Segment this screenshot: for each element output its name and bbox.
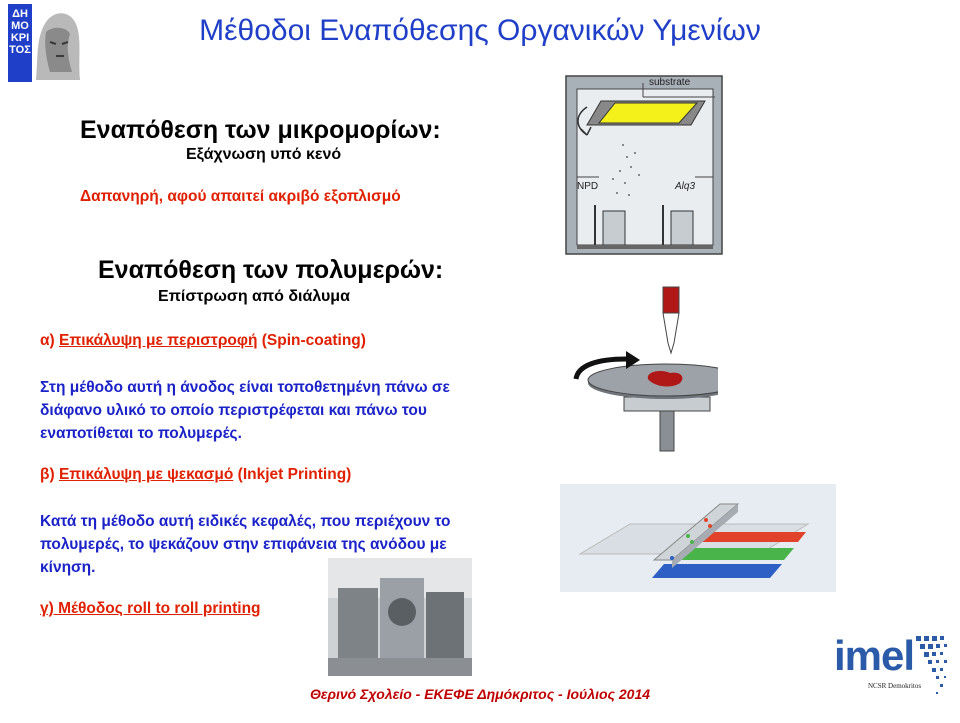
inkjet-prefix: β) <box>40 466 59 483</box>
spin-line: διάφανο υλικό το οποίο περιστρέφεται και πάνω του <box>40 402 427 419</box>
imel-text: imel <box>834 632 915 679</box>
roll-heading: γ) Μέθοδος roll to roll printing <box>40 600 261 617</box>
spin-line: Στη μέθοδο αυτή η άνοδος είναι τοποθετημένη πάνω σε <box>40 379 450 396</box>
imel-tagline: NCSR Demokritos <box>868 682 922 690</box>
spin-prefix: α) <box>40 332 59 349</box>
spin-coating-illustration <box>568 285 718 453</box>
small-molecules-method: Εξάχνωση υπό κενό <box>186 146 342 163</box>
inkjet-heading <box>40 466 351 484</box>
imel-logo <box>832 632 958 718</box>
inkjet-suffix: (Inkjet Printing) <box>233 466 352 483</box>
spin-line: εναποτίθεται το πολυμερές. <box>40 425 242 442</box>
spin-suffix: (Spin-coating) <box>257 332 366 349</box>
roll-to-roll-photo <box>328 558 472 676</box>
inkjet-line: Κατά τη μέθοδο αυτή ειδικές κεφαλές, που περιέχουν το <box>40 513 451 530</box>
evaporation-diagram <box>565 75 723 255</box>
substrate-label: substrate <box>649 77 691 88</box>
inkjet-line: κίνηση. <box>40 559 96 576</box>
page-title: Μέθοδοι Εναπόθεσης Οργανικών Υμενίων <box>199 14 761 47</box>
spin-term: Επικάλυψη με περιστροφή <box>59 332 258 349</box>
footer-text: Θερινό Σχολείο - ΕΚΕΦΕ Δημόκριτος - Ιούλιος 2014 <box>309 686 651 702</box>
inkjet-illustration <box>560 484 836 592</box>
logo-text: ΔΗΜΟΚΡΙΤΟΣ <box>9 8 31 56</box>
polymers-heading: Εναπόθεση των πολυμερών: <box>98 256 444 284</box>
inkjet-line: πολυμερές, το ψεκάζουν στην επιφάνεια της ανόδου με <box>40 536 447 553</box>
spin-heading <box>40 332 366 350</box>
npd-label: NPD <box>577 181 599 192</box>
alq3-label: Alq3 <box>675 181 696 192</box>
small-molecules-note: Δαπανηρή, αφού απαιτεί ακριβό εξοπλισμό <box>80 188 401 205</box>
small-molecules-heading: Εναπόθεση των μικρομορίων: <box>80 116 441 144</box>
inkjet-term: Επικάλυψη με ψεκασμό <box>58 466 234 483</box>
polymers-method: Επίστρωση από διάλυμα <box>158 288 350 305</box>
spin-description <box>40 376 540 445</box>
